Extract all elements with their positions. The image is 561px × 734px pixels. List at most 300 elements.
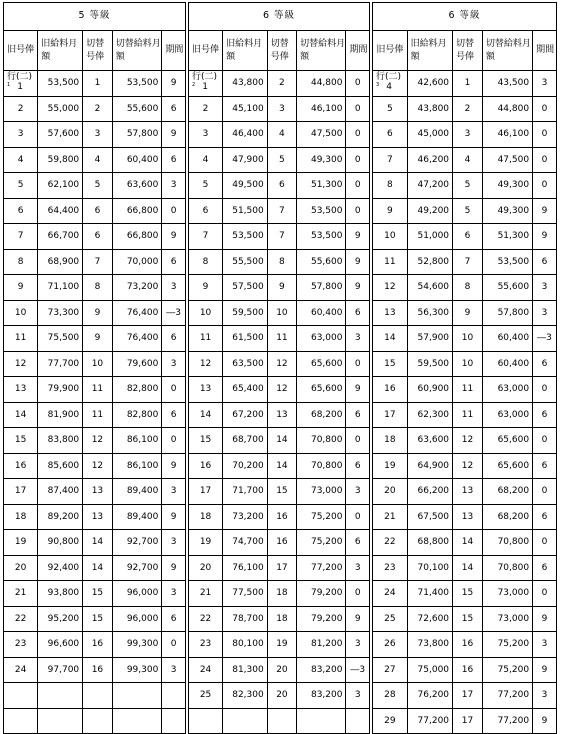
new-step-cell: 12 [453,453,483,479]
old-step-cell: 2 [4,96,38,122]
table-row [189,402,370,428]
new-salary-cell: 65,600 [482,453,532,479]
old-salary-cell: 73,800 [407,632,452,658]
table-row [189,198,370,224]
table-row [373,504,557,530]
table-row [189,555,370,581]
new-step-cell: 14 [453,555,483,581]
new-step-cell: 20 [267,657,296,683]
period-cell: 9 [346,249,370,275]
new-step-cell: 5 [83,173,113,199]
old-salary-cell: 68,800 [407,530,452,556]
new-step-cell: 9 [453,300,483,326]
period-cell: 0 [533,122,557,148]
table-row [373,402,557,428]
old-salary-cell: 43,800 [223,71,268,97]
period-cell: 9 [533,606,557,632]
table-row [4,479,186,505]
period-cell: 0 [533,428,557,454]
salary-table-panel [372,2,557,731]
column-header: 旧給料月 額 [407,31,452,71]
table-row [373,428,557,454]
period-cell: 0 [346,96,370,122]
new-salary-cell: 46,100 [482,122,532,148]
new-salary-cell: 53,500 [297,224,346,250]
old-salary-cell: 45,100 [223,96,268,122]
column-header: 期間 [162,31,186,71]
old-step-cell: 6 [373,122,408,148]
new-step-cell: 15 [83,581,113,607]
period-cell: 0 [162,198,186,224]
table-row [373,530,557,556]
new-step-cell: 20 [267,683,296,709]
new-salary-cell [112,683,162,709]
new-salary-cell: 82,800 [112,377,162,403]
new-step-cell: 19 [267,632,296,658]
new-step-cell: 5 [267,147,296,173]
old-salary-cell [38,683,83,709]
new-step-cell: 3 [83,122,113,148]
period-cell: 3 [533,71,557,97]
new-salary-cell: 63,000 [482,402,532,428]
new-salary-cell: 63,600 [112,173,162,199]
table-row [373,275,557,301]
new-step-cell: 12 [83,453,113,479]
column-header: 切替号俸 [453,31,483,71]
new-step-cell: 13 [83,479,113,505]
period-cell: 6 [346,402,370,428]
old-step-cell: 11 [189,326,223,352]
new-step-cell: 16 [83,657,113,683]
old-salary-cell: 66,700 [38,224,83,250]
new-salary-cell: 75,200 [482,657,532,683]
old-step-cell: 15 [189,428,223,454]
grade-reference-cell [373,71,408,97]
table-row [373,224,557,250]
grade-reference-label: 行(二) [376,72,402,83]
period-cell: 3 [533,632,557,658]
column-header: 切替号俸 [267,31,296,71]
old-step-cell: 10 [189,300,223,326]
period-cell: 9 [533,198,557,224]
old-step-cell: 5 [4,173,38,199]
new-salary-cell: 53,500 [112,71,162,97]
new-salary-cell: 47,500 [482,147,532,173]
period-cell: 9 [533,224,557,250]
old-step-cell: 22 [189,606,223,632]
table-row [4,402,186,428]
old-step-cell: 18 [4,504,38,530]
old-step-cell: 26 [373,632,408,658]
salary-conversion-table [188,2,370,734]
old-step-cell: 4 [4,147,38,173]
old-salary-cell: 82,300 [223,683,268,709]
new-step-cell: 4 [267,122,296,148]
period-cell: 3 [346,632,370,658]
old-salary-cell: 68,900 [38,249,83,275]
period-cell: 9 [162,504,186,530]
old-step-cell: 24 [373,581,408,607]
period-cell: 0 [533,581,557,607]
old-salary-cell: 53,500 [223,224,268,250]
new-salary-cell: 81,200 [297,632,346,658]
old-salary-cell: 81,900 [38,402,83,428]
new-step-cell: 4 [453,147,483,173]
period-cell: 3 [346,555,370,581]
new-salary-cell: 65,600 [297,377,346,403]
new-salary-cell: 70,800 [482,555,532,581]
table-row [4,377,186,403]
new-step-cell: 5 [453,198,483,224]
old-step-cell: 25 [189,683,223,709]
table-row [373,657,557,683]
table-row [4,657,186,683]
period-cell: 9 [533,657,557,683]
period-cell: 0 [346,147,370,173]
period-cell: 3 [346,683,370,709]
old-salary-cell: 70,200 [223,453,268,479]
old-step-cell: 9 [4,275,38,301]
period-cell: 6 [162,402,186,428]
old-salary-cell: 59,800 [38,147,83,173]
new-salary-cell: 68,200 [482,504,532,530]
period-cell: 9 [533,708,557,734]
old-salary-cell: 72,600 [407,606,452,632]
period-cell: 0 [346,428,370,454]
new-step-cell: 14 [453,530,483,556]
new-step-cell: 3 [453,122,483,148]
period-cell: 6 [346,300,370,326]
table-row [4,581,186,607]
new-step-cell: 10 [83,351,113,377]
new-step-cell: 13 [267,402,296,428]
period-cell: 9 [346,224,370,250]
old-salary-cell: 85,600 [38,453,83,479]
old-salary-cell: 71,100 [38,275,83,301]
new-salary-cell: 83,200 [297,657,346,683]
new-step-cell: 3 [267,96,296,122]
old-salary-cell: 47,200 [407,173,452,199]
new-step-cell: 11 [83,377,113,403]
new-salary-cell: 53,500 [297,198,346,224]
new-salary-cell: 79,200 [297,581,346,607]
old-salary-cell: 95,200 [38,606,83,632]
period-cell: 6 [346,530,370,556]
old-step-cell: 29 [373,708,408,734]
new-step-cell: 8 [83,275,113,301]
new-salary-cell: 77,200 [482,708,532,734]
table-row [4,351,186,377]
period-cell: 9 [346,606,370,632]
old-salary-cell: 89,200 [38,504,83,530]
new-step-cell: 16 [83,632,113,658]
period-cell: 6 [533,555,557,581]
period-cell: 6 [346,453,370,479]
period-cell: 6 [533,351,557,377]
old-step-cell: 20 [189,555,223,581]
new-step-cell: 2 [83,96,113,122]
old-step-cell: 21 [189,581,223,607]
new-salary-cell: 70,800 [482,530,532,556]
old-salary-cell: 97,700 [38,657,83,683]
new-step-cell: 14 [267,453,296,479]
old-salary-cell: 45,000 [407,122,452,148]
new-salary-cell [297,708,346,734]
new-step-cell: 16 [453,632,483,658]
new-step-cell: 11 [83,402,113,428]
column-header: 旧号俸 [4,31,38,71]
new-salary-cell: 70,800 [297,453,346,479]
period-cell: 0 [533,479,557,505]
old-step-cell: 25 [373,606,408,632]
new-step-cell: 1 [453,71,483,97]
table-row [189,147,370,173]
new-salary-cell: 66,800 [112,198,162,224]
table-row [373,606,557,632]
old-salary-cell: 61,500 [223,326,268,352]
new-salary-cell: 65,600 [297,351,346,377]
table-row [373,300,557,326]
old-step-cell: 15 [4,428,38,454]
period-cell: 3 [162,479,186,505]
table-row [189,300,370,326]
new-step-cell: 6 [453,224,483,250]
old-salary-cell: 57,600 [38,122,83,148]
salary-conversion-table [372,2,557,734]
new-step-cell: 10 [267,300,296,326]
salary-table-panel [188,2,370,731]
grade-title: 5 等級 [4,3,186,31]
new-salary-cell: 60,400 [482,351,532,377]
period-cell: 3 [162,657,186,683]
period-cell: 3 [533,275,557,301]
new-step-cell: 5 [453,173,483,199]
new-salary-cell: 96,000 [112,581,162,607]
new-salary-cell: 57,800 [112,122,162,148]
new-salary-cell: 89,400 [112,479,162,505]
old-salary-cell: 62,100 [38,173,83,199]
old-salary-cell: 47,900 [223,147,268,173]
period-cell: 3 [162,275,186,301]
old-step-cell: 20 [4,555,38,581]
period-cell: 0 [162,428,186,454]
table-row [373,249,557,275]
period-cell: 3 [162,530,186,556]
old-step-cell: 6 [4,198,38,224]
period-cell: 0 [162,632,186,658]
period-cell: 3 [162,581,186,607]
period-cell: 6 [162,96,186,122]
new-salary-cell: 55,600 [482,275,532,301]
table-row [189,275,370,301]
old-step-cell: 3 [189,122,223,148]
new-step-cell: 1 [83,71,113,97]
period-cell: ―3 [346,657,370,683]
old-step-cell: 11 [4,326,38,352]
new-step-cell [267,708,296,734]
old-step-cell: 23 [4,632,38,658]
table-row [373,708,557,734]
new-salary-cell: 75,200 [297,504,346,530]
old-salary-cell: 79,900 [38,377,83,403]
period-cell: 3 [346,326,370,352]
new-salary-cell: 57,800 [297,275,346,301]
table-row [373,632,557,658]
old-salary-cell: 92,400 [38,555,83,581]
new-salary-cell: 55,600 [297,249,346,275]
old-step-cell: 12 [4,351,38,377]
old-salary-cell: 59,500 [407,351,452,377]
old-salary-cell: 73,300 [38,300,83,326]
new-step-cell: 17 [453,683,483,709]
new-step-cell: 13 [453,479,483,505]
new-step-cell: 4 [83,147,113,173]
new-step-cell: 6 [83,224,113,250]
period-cell: 9 [162,453,186,479]
old-step-cell: 13 [373,300,408,326]
period-cell: 9 [162,71,186,97]
new-salary-cell: 65,600 [482,428,532,454]
old-step-cell: 7 [373,147,408,173]
old-step-cell: 22 [4,606,38,632]
old-step-cell: 14 [4,402,38,428]
grade-reference-label: 行(二) [7,72,33,83]
new-salary-cell: 49,300 [482,198,532,224]
table-row [189,428,370,454]
old-step-cell: 17 [189,479,223,505]
new-salary-cell: 49,300 [297,147,346,173]
table-row [189,657,370,683]
column-header: 切替給料月額 [112,31,162,71]
old-salary-cell: 87,400 [38,479,83,505]
old-step-cell [189,708,223,734]
new-step-cell: 12 [83,428,113,454]
old-salary-cell: 66,200 [407,479,452,505]
new-step-cell: 7 [267,198,296,224]
old-salary-cell: 77,500 [223,581,268,607]
period-cell: 9 [162,122,186,148]
new-salary-cell: 99,300 [112,632,162,658]
table-row [4,555,186,581]
table-row [4,428,186,454]
old-step-cell: 4 [189,147,223,173]
old-salary-cell: 75,500 [38,326,83,352]
old-salary-cell: 67,200 [223,402,268,428]
new-salary-cell: 68,200 [297,402,346,428]
old-salary-cell: 46,400 [223,122,268,148]
period-cell: 0 [533,377,557,403]
new-salary-cell: 82,800 [112,402,162,428]
new-step-cell: 17 [453,708,483,734]
new-salary-cell: 75,200 [482,632,532,658]
new-step-cell: 14 [83,530,113,556]
period-cell: 3 [162,173,186,199]
old-step-cell: 11 [373,249,408,275]
table-row [189,377,370,403]
new-step-cell: 7 [453,249,483,275]
old-step-cell: 13 [4,377,38,403]
old-salary-cell: 63,500 [223,351,268,377]
old-salary-cell: 76,100 [223,555,268,581]
old-step-cell: 16 [189,453,223,479]
period-cell: 9 [346,377,370,403]
table-row [4,453,186,479]
old-step-cell: 9 [373,198,408,224]
old-salary-cell: 93,800 [38,581,83,607]
old-step-cell: 14 [189,402,223,428]
table-row [373,479,557,505]
old-step-cell: 24 [4,657,38,683]
old-salary-cell: 55,500 [223,249,268,275]
new-salary-cell: 76,400 [112,326,162,352]
period-cell: 6 [162,326,186,352]
old-step-cell: 18 [373,428,408,454]
new-salary-cell: 79,600 [112,351,162,377]
old-step-cell: 16 [4,453,38,479]
table-row [189,173,370,199]
old-salary-cell: 74,700 [223,530,268,556]
period-cell: 9 [162,224,186,250]
period-cell: 0 [346,504,370,530]
old-step-cell: 23 [189,632,223,658]
table-row [189,96,370,122]
new-step-cell: 6 [83,198,113,224]
new-salary-cell: 43,500 [482,71,532,97]
period-cell: 9 [346,275,370,301]
new-step-cell: 11 [453,402,483,428]
old-salary-cell: 64,400 [38,198,83,224]
table-row [373,122,557,148]
new-salary-cell: 55,600 [112,96,162,122]
old-salary-cell: 57,900 [407,326,452,352]
new-salary-cell: 99,300 [112,657,162,683]
new-step-cell: 6 [267,173,296,199]
table-row [189,530,370,556]
period-cell: 3 [533,300,557,326]
table-row [4,249,186,275]
table-row [189,632,370,658]
new-salary-cell: 73,000 [482,581,532,607]
old-step-cell: 10 [4,300,38,326]
new-salary-cell: 57,800 [482,300,532,326]
period-cell: 0 [533,173,557,199]
table-row [4,530,186,556]
new-salary-cell: 77,200 [482,683,532,709]
new-salary-cell: 73,200 [112,275,162,301]
old-salary-cell: 75,000 [407,657,452,683]
new-salary-cell: 60,400 [482,326,532,352]
table-row [373,173,557,199]
new-salary-cell: 51,300 [297,173,346,199]
table-row [373,96,557,122]
new-step-cell: 17 [267,555,296,581]
new-salary-cell: 76,400 [112,300,162,326]
table-row [189,479,370,505]
old-step-cell: 10 [373,224,408,250]
grade-reference-step: 1 [17,82,23,93]
old-step-cell: 5 [373,96,408,122]
new-salary-cell: 63,000 [297,326,346,352]
old-step-cell: 12 [373,275,408,301]
period-cell: 3 [162,351,186,377]
old-salary-cell [38,708,83,734]
new-step-cell: 7 [267,224,296,250]
table-row [4,147,186,173]
old-salary-cell: 49,500 [223,173,268,199]
old-salary-cell: 70,100 [407,555,452,581]
period-cell: 0 [162,377,186,403]
old-step-cell: 16 [373,377,408,403]
